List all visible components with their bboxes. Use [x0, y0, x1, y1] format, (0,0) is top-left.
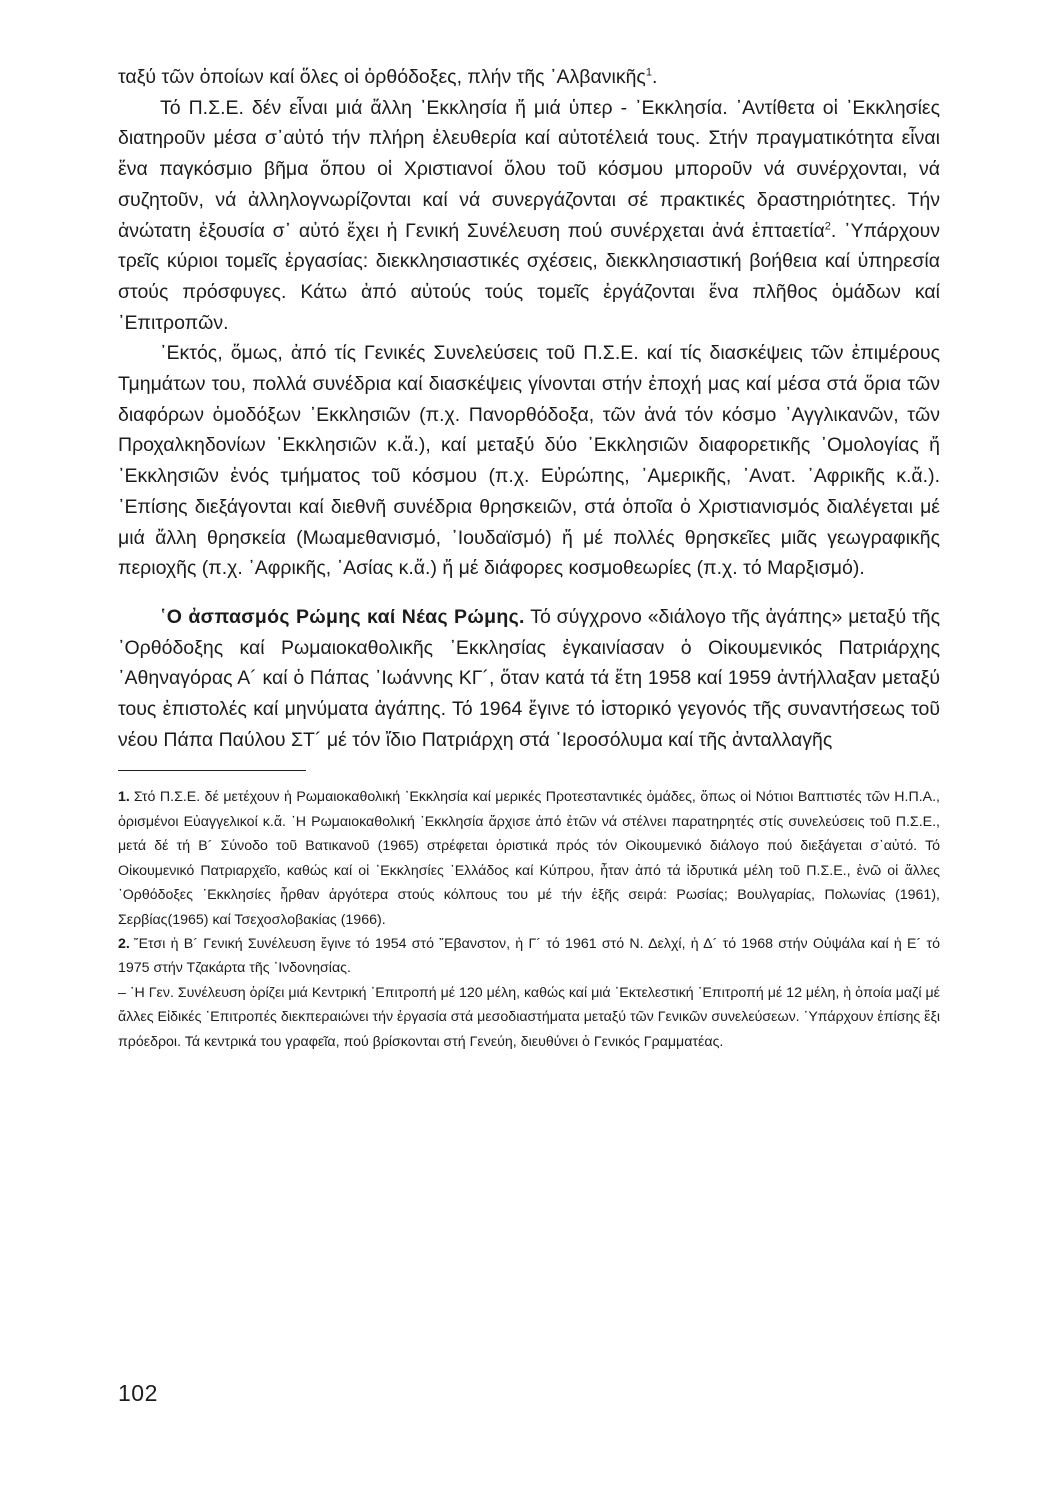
- paragraph-2: [118, 93, 940, 339]
- footnote-2: [118, 932, 940, 981]
- footnote-separator: [118, 770, 306, 771]
- page-number: 102: [118, 1380, 158, 1406]
- section-heading: ῾Ο ἀσπασμός Ρώμης καί Νέας Ρώμης.: [160, 605, 525, 628]
- footnote-1: [118, 785, 940, 931]
- paragraph-2-text: Τό Π.Σ.Ε. δέν εἶναι μιά ἄλλη ᾿Εκκλησία ἤ μιά ὑπερ - ᾿Εκκλησία. ᾿Αντίθετα οἱ ᾿Εκκλησίες διατηροῦν μέσα σ᾿αὐτό τήν πλήρη ἐλευθερία καί αὐτοτέλειά τους. Στήν πραγματικότητα εἶναι ἕνα παγκόσμιο βῆμα ὅπου οἱ Χριστιανοί ὅλου τοῦ κόσμου μποροῦν νά συνέρχονται, νά συζητοῦν, νά ἀλληλογνωρίζονται καί νά συνεργάζονται σέ πρακτικές δραστηριότητες. Τήν ἀνώτατη ἐξουσία σ᾿ αὐτό ἔχει ἡ Γενική Συνέλευση πού συνέρχεται ἀνά ἑπταετία: [118, 96, 940, 242]
- paragraph-4-text: Τό σύγχρονο «διάλογο τῆς ἀγάπης» μεταξύ τῆς ᾿Ορθόδοξης καί Ρωμαιοκαθολικῆς ᾿Εκκλησίας ἐγκαινίασαν ὁ Οἰκουμενικός Πατριάρχης ᾿Αθηναγόρας Α´ καί ὁ Πάπας ᾿Ιωάννης ΚΓ´, ὅταν κατά τά ἔτη 1958 καί 1959 ἀντήλλαξαν μεταξύ τους ἐπιστολές καί μηνύματα ἀγάπης. Τό 1964 ἔγινε τό ἱστορικό γεγονός τῆς συναντήσεως τοῦ νέου Πάπα Παύλου ΣΤ´ μέ τόν ἴδιο Πατριάρχη στά ῾Ιεροσόλυμα καί τῆς ἀνταλλαγῆς: [118, 605, 940, 751]
- paragraph-1: [118, 62, 940, 93]
- footnote-ref-2: 2: [824, 220, 831, 233]
- footnote-2-number: 2.: [118, 935, 130, 952]
- paragraph-4: [118, 602, 940, 756]
- paragraph-3: ᾿Εκτός, ὅμως, ἀπό τίς Γενικές Συνελεύσεις τοῦ Π.Σ.Ε. καί τίς διασκέψεις τῶν ἐπιμέρους Τμημάτων του, πολλά συνέδρια καί διασκέψεις γίνονται στήν ἐποχή μας καί μέσα στά ὅρια τῶν διαφόρων ὁμοδόξων ᾿Εκκλησιῶν (π.χ. Πανορθόδοξα, τῶν ἀνά τόν κόσμο ᾿Αγγλικανῶν, τῶν Προχαλκηδονίων ᾿Εκκλησιῶν κ.ἄ.), καί μεταξύ δύο ᾿Εκκλησιῶν διαφορετικῆς ᾿Ομολογίας ἤ ᾿Εκκλησιῶν ἑνός τμήματος τοῦ κόσμου (π.χ. Εὐρώπης, ᾿Αμερικῆς, ᾿Ανατ. ᾿Αφρικῆς κ.ἄ.). ᾿Επίσης διεξάγονται καί διεθνῆ συνέδρια θρησκειῶν, στά ὁποῖα ὁ Χριστιανισμός διαλέγεται μέ μιά ἄλλη θρησκεία (Μωαμεθανισμό, ᾿Ιουδαϊσμό) ἤ μέ πολλές θρησκεῖες μιᾶς γεωγραφικῆς περιοχῆς (π.χ. ᾿Αφρικῆς, ᾿Ασίας κ.ἄ.) ἤ μέ διάφορες κοσμοθεωρίες (π.χ. τό Μαρξισμό).: [118, 342, 940, 580]
- paragraph-1-end: .: [651, 66, 658, 88]
- footnotes: [118, 785, 940, 1053]
- footnote-1-number: 1.: [118, 789, 130, 806]
- footnote-2-text: ῎Ετσι ἡ Β´ Γενική Συνέλευση ἔγινε τό 1954 στό ῎Εβανστον, ἡ Γ´ τό 1961 στό Ν. Δελχί, ἡ Δ´ τό 1968 στήν Οὐψάλα καί ἡ Ε´ τό 1975 στήν Τζακάρτα τῆς ᾿Ινδονησίας.: [118, 935, 940, 977]
- footnote-2-continuation: – ῾Η Γεν. Συνέλευση ὁρίζει μιά Κεντρική ᾿Επιτροπή μέ 120 μέλη, καθώς καί μιά ᾿Εκτελεστική ᾿Επιτροπή μέ 12 μέλη, ἡ ὁποία μαζί μέ ἄλλες Εἰδικές ᾿Επιτροπές διεκπεραιώνει τήν ἐργασία στά μεσοδιαστήματα μεταξύ τῶν Γενικῶν συνελεύσεων. ῾Υπάρχουν ἐπίσης ἕξι πρόεδροι. Τά κεντρικά του γραφεῖα, πού βρίσκονται στή Γενεύη, διευθύνει ὁ Γενικός Γραμματέας.: [118, 984, 940, 1050]
- footnote-ref-1: 1: [645, 66, 652, 79]
- paragraph-1-text: ταξύ τῶν ὁποίων καί ὅλες οἱ ὀρθόδοξες, πλήν τῆς ᾿Αλβανικῆς: [118, 66, 646, 88]
- main-text: [118, 62, 940, 755]
- page-body: [118, 62, 940, 1054]
- footnote-1-text: Στό Π.Σ.Ε. δέ μετέχουν ἡ Ρωμαιοκαθολική ᾿Εκκλησία καί μερικές Προτεσταντικές ὁμάδες, ὅπως οἱ Νότιοι Βαπτιστές τῶν Η.Π.Α., ὁρισμένοι Εὐαγγελικοί κ.ἄ. ῾Η Ρωμαιοκαθολική ᾿Εκκλησία ἄρχισε ἀπό ἐτῶν νά στέλνει παρατηρητές στίς συνελεύσεις τοῦ Π.Σ.Ε., μετά δέ τή Β´ Σύνοδο τοῦ Βατικανοῦ (1965) στρέφεται ὁριστικά πρός τόν Οἰκουμενικό διάλογο πού διεξάγεται σ᾿αὐτό. Τό Οἰκουμενικό Πατριαρχεῖο, καθώς καί οἱ ᾿Εκκλησίες ᾿Ελλάδος καί Κύπρου, ἦταν ἀπό τά ἱδρυτικά μέλη τοῦ Π.Σ.Ε., ἐνῶ οἱ ἄλλες ᾿Ορθόδοξες ᾿Εκκλησίες ἦρθαν ἀργότερα στούς κόλπους του μέ τήν ἑξῆς σειρά: Ρωσίας; Βουλγαρίας, Πολωνίας (1961), Σερβίας(1965) καί Τσεχοσλοβακίας (1966).: [118, 789, 940, 928]
- paragraph-2-end: . ᾿Υπάρχουν τρεῖς κύριοι τομεῖς ἐργασίας: διεκκλησιαστικές σχέσεις, διεκκλησιαστική βοήθεια καί ὑπηρεσία στούς πρόσφυγες. Κάτω ἀπό αὐτούς τούς τομεῖς ἐργάζονται ἕνα πλῆθος ὁμάδων καί ᾿Επιτροπῶν.: [118, 219, 940, 334]
